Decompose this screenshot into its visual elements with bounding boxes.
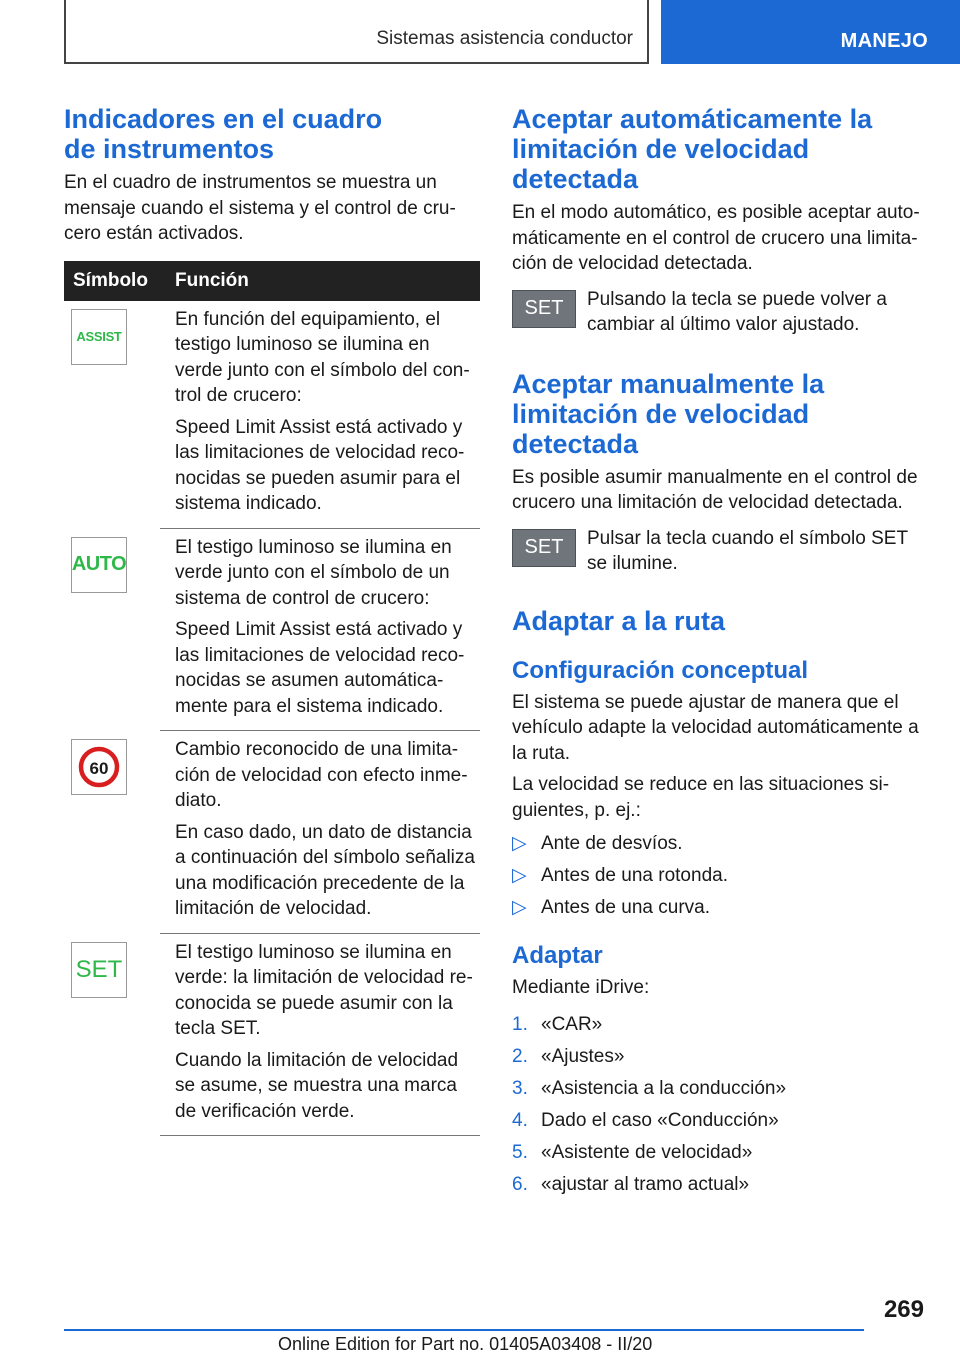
list-item — [512, 1044, 924, 1070]
indicators-intro: En el cuadro de instrumentos se muestra un mensaje cuando el sistema y el control de crucero están activados. — [64, 172, 456, 244]
symbol-table-header — [64, 261, 480, 301]
manual-accept-heading-line2: limitación de velocidad — [512, 398, 810, 429]
symbol-table — [64, 261, 480, 1137]
step-text: «CAR» — [541, 1014, 603, 1035]
set-key-label: SET — [524, 536, 564, 558]
concept-text-1: El sistema se puede ajustar de manera que el vehículo adapte la velocidad automáticamente a la ruta. — [512, 691, 919, 764]
indicators-heading-line2: de instrumentos — [64, 134, 275, 164]
step-number: 6. — [512, 1174, 528, 1195]
step-text: Dado el caso «Conducción» — [541, 1110, 779, 1131]
list-item — [512, 1108, 924, 1134]
manual-set-key-text: Pulsar la tecla cuando el símbolo SET se ilumine. — [587, 527, 908, 574]
list-item — [512, 1172, 924, 1198]
speed-limit-60-icon — [71, 739, 127, 795]
auto-set-key-block — [512, 287, 924, 339]
header-section-box — [64, 0, 649, 64]
step-number: 2. — [512, 1046, 528, 1067]
footer-divider — [64, 1329, 864, 1331]
set-symbol-icon — [71, 942, 127, 998]
set-key-icon — [512, 290, 576, 328]
step-text: «Asistente de velocidad» — [541, 1142, 753, 1163]
list-item — [512, 1076, 924, 1102]
row-description: El testigo luminoso se ilumina en verde junto con el símbolo de un sistema de control de crucero: — [175, 536, 452, 609]
step-number: 4. — [512, 1110, 528, 1131]
header-chapter-title: MANEJO — [840, 30, 928, 52]
auto-accept-heading-line2: limitación de velocidad — [512, 134, 810, 164]
indicators-heading-line1: Indicadores en el cuadro — [64, 104, 383, 134]
manual-accept-heading-line3: detectada — [512, 428, 639, 459]
step-text: «ajustar al tramo actual» — [541, 1174, 750, 1195]
list-item — [512, 831, 924, 857]
set-key-label: SET — [524, 297, 564, 319]
header-chapter-tab — [661, 0, 960, 64]
auto-accept-text: En el modo automático, es posible aceptar automáticamente en el control de crucero una limitación de velocidad detectada. — [512, 202, 920, 274]
auto-symbol-label: AUTO — [71, 553, 127, 575]
right-column — [512, 104, 924, 1204]
manual-accept-heading-line1: Aceptar manualmente la — [512, 368, 825, 399]
step-number: 3. — [512, 1078, 528, 1099]
adapt-heading: Adaptar — [512, 941, 603, 969]
manual-accept-text: Es posible asumir manualmente en el control de crucero una limitación de velocidad detectada. — [512, 466, 918, 513]
assist-symbol-label: ASSIST — [76, 329, 122, 344]
list-item — [512, 1140, 924, 1166]
step-number: 1. — [512, 1014, 528, 1035]
indicators-heading — [64, 104, 480, 164]
speed-limit-sign-graphic — [77, 745, 121, 789]
assist-symbol-icon — [71, 309, 127, 365]
route-heading: Adaptar a la ruta — [512, 605, 726, 636]
page-number: 269 — [883, 1296, 924, 1323]
idrive-steps — [512, 1012, 924, 1198]
list-item — [512, 895, 924, 921]
table-row — [64, 731, 480, 934]
list-item-text: Antes de una rotonda. — [541, 865, 728, 886]
step-number: 5. — [512, 1142, 528, 1163]
row-detail: Speed Limit Assist está activado y las limitaciones de velocidad reconocidas se asumen automáticamente para el sistema indicado. — [175, 619, 465, 717]
row-description: En función del equipamiento, el testigo luminoso se ilumina en verde junto con el símbolo del control de crucero: — [175, 308, 470, 406]
set-key-icon — [512, 529, 576, 567]
row-description: El testigo luminoso se ilumina en verde: la limitación de velocidad reconocida se puede asumir con la tecla SET. — [175, 941, 473, 1039]
table-row — [64, 301, 480, 529]
step-text: «Ajustes» — [541, 1046, 625, 1067]
auto-accept-heading-line1: Aceptar automáticamente la — [512, 104, 873, 134]
concept-heading: Configuración conceptual — [512, 656, 809, 684]
row-detail: En caso dado, un dato de distancia a continuación del símbolo señaliza una modificación precedente de la limitación de velocidad. — [175, 821, 475, 919]
list-item — [512, 863, 924, 889]
auto-accept-heading — [512, 104, 924, 194]
concept-text-2: La velocidad se reduce en las situaciones siguientes, p. ej.: — [512, 774, 890, 821]
triangle-bullet-icon: ▷ — [512, 833, 527, 854]
manual-set-key-block — [512, 526, 924, 578]
footer-edition: Online Edition for Part no. 01405A03408 - II/20 — [278, 1334, 653, 1354]
list-item-text: Ante de desvíos. — [541, 833, 683, 854]
step-text: «Asistencia a la conducción» — [541, 1078, 787, 1099]
manual-accept-heading — [512, 369, 924, 459]
triangle-bullet-icon: ▷ — [512, 865, 527, 886]
row-description: Cambio reconocido de una limitación de velocidad con efecto inmediato. — [175, 739, 468, 811]
speed-limit-value: 60 — [89, 759, 109, 778]
table-row — [64, 934, 480, 1137]
table-row — [64, 529, 480, 732]
adapt-intro: Mediante iDrive: — [512, 976, 650, 998]
left-column — [64, 104, 480, 1136]
auto-accept-heading-line3: detectada — [512, 164, 639, 194]
list-item — [512, 1012, 924, 1038]
col-symbol-header: Símbolo — [73, 269, 148, 291]
auto-symbol-icon — [71, 537, 127, 593]
set-symbol-label: SET — [75, 955, 123, 983]
col-function-header: Función — [175, 269, 249, 291]
row-detail: Speed Limit Assist está activado y las limitaciones de velocidad reconocidas se pueden asumir para el sistema indicado. — [175, 416, 465, 514]
page-header — [0, 0, 960, 66]
triangle-bullet-icon: ▷ — [512, 897, 527, 918]
auto-set-key-text: Pulsando la tecla se puede volver a cambiar al último valor ajustado. — [587, 288, 887, 335]
header-section-title: Sistemas asistencia conductor — [376, 28, 633, 49]
row-divider — [160, 1135, 480, 1136]
list-item-text: Antes de una curva. — [541, 897, 710, 918]
situation-list — [512, 831, 924, 921]
row-detail: Cuando la limitación de velocidad se asume, se muestra una marca de verificación verde. — [175, 1049, 459, 1122]
